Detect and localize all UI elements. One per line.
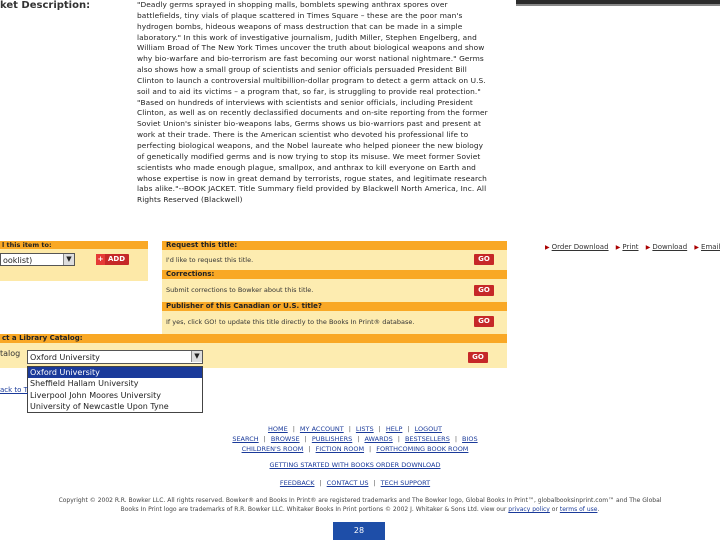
add-to-list-panel — [0, 241, 148, 281]
logout-link[interactable]: LOGOUT — [414, 425, 442, 433]
tech-support-link[interactable]: TECH SUPPORT — [380, 479, 431, 487]
catalog-label: talog — [0, 349, 21, 358]
list-select[interactable] — [0, 253, 75, 266]
plus-icon: + — [97, 255, 104, 263]
catalog-select-value: Oxford University — [30, 353, 100, 362]
page-number-badge: 28 — [333, 522, 385, 540]
catalog-select[interactable] — [27, 350, 203, 364]
awards-link[interactable]: AWARDS — [364, 435, 393, 443]
description-label: ket Description: — [0, 0, 91, 11]
bios-link[interactable]: BIOS — [462, 435, 478, 443]
fiction-room-link[interactable]: FICTION ROOM — [315, 445, 365, 453]
terms-of-use-link[interactable]: terms of use — [559, 506, 598, 513]
footer-row-3: CHILDREN'S ROOM | FICTION ROOM | FORTHCOMING BOOK ROOM — [241, 445, 469, 453]
arrow-icon: ▶ — [545, 244, 550, 251]
catalog-option[interactable]: Sheffield Hallam University — [30, 379, 139, 389]
privacy-policy-link[interactable]: privacy policy — [508, 506, 550, 513]
request-row — [162, 250, 507, 270]
catalog-go-button[interactable]: GO — [468, 352, 488, 363]
forthcoming-book-room-link[interactable]: FORTHCOMING BOOK ROOM — [376, 445, 469, 453]
home-link[interactable]: HOME — [267, 425, 288, 433]
add-button[interactable] — [96, 254, 129, 265]
corrections-row — [162, 279, 507, 302]
childrens-room-link[interactable]: CHILDREN'S ROOM — [241, 445, 304, 453]
publisher-row — [162, 311, 507, 333]
catalog-option[interactable]: University of Newcastle Upon Tyne — [30, 401, 169, 411]
list-select-value: ooklist) — [3, 256, 33, 265]
add-to-list-header: l this item to: — [0, 241, 148, 249]
request-panel — [162, 241, 507, 334]
my-account-link[interactable]: MY ACCOUNT — [299, 425, 344, 433]
email-link[interactable]: Email — [701, 243, 720, 251]
arrow-icon: ▶ — [645, 244, 651, 251]
chevron-down-icon: ▼ — [63, 254, 74, 265]
getting-started-link[interactable]: GETTING STARTED WITH BOOKS ORDER DOWNLOAD — [269, 461, 441, 469]
lists-link[interactable]: LISTS — [355, 425, 374, 433]
footer-row-1: HOME | MY ACCOUNT | LISTS | HELP | LOGOUT — [267, 425, 442, 433]
print-link[interactable]: Print — [622, 243, 639, 251]
action-links — [545, 243, 720, 251]
add-button-label: ADD — [108, 255, 126, 263]
corrections-go-button[interactable]: GO — [474, 285, 494, 296]
chevron-down-icon: ▼ — [191, 351, 202, 362]
download-link[interactable]: Download — [652, 243, 688, 251]
top-edge-bar-shadow — [516, 4, 720, 6]
catalog-dropdown-list — [27, 366, 203, 413]
request-go-button[interactable]: GO — [474, 254, 494, 265]
feedback-link[interactable]: FEEDBACK — [279, 479, 315, 487]
browse-link[interactable]: BROWSE — [270, 435, 300, 443]
library-catalog-panel — [0, 334, 507, 368]
corrections-text: Submit corrections to Bowker about this title. — [166, 286, 314, 294]
copyright-line-2: Books In Print logo are trademarks of R.R. Bowker LLC. Whitaker Books In Print portions © 2002 J. Whitaker & Sons Ltd. view our privacy policy or terms of use. — [120, 506, 600, 513]
publishers-link[interactable]: PUBLISHERS — [311, 435, 353, 443]
copyright — [0, 496, 720, 514]
library-catalog-header: ct a Library Catalog: — [0, 334, 507, 343]
publisher-text: If yes, click GO! to update this title directly to the Books In Print® database. — [166, 318, 415, 326]
back-link[interactable]: ack to T — [0, 386, 28, 394]
arrow-icon: ▶ — [694, 244, 700, 251]
request-text: I'd like to request this title. — [166, 256, 254, 264]
catalog-option[interactable]: Liverpool John Moores University — [30, 390, 161, 400]
description-text: "Deadly germs sprayed in shopping malls, bomblets spewing anthrax spores over battlefields, tiny vials of plaque scattered in Times Square – these are the poor man's hydrogen bombs, hideous weapons of mass destruction that can be made in a simple laboratory." In this work of investigative journalism, Judith Miller, Stephen Engelberg, and William Broad of The New York Times uncover the truth about biological weapons and show why bio-warfare and bio-terrorism are fast becoming our worst national nightmare." Germs also shows how a small group of scientists and senior officials persuaded President Bill Clinton to launch a controversial multibillion-dollar program to detect a germ attack on U.S. soil and to aid its victims – a program that, so far, is struggling to provide real protection." "Based on hundreds of interviews with scientists and senior officials, including President Clinton, as well as on recently declassified documents and on-site reporting from the former Soviet Union's sinister bio-weapons labs, Germs shows us bio-warriors past and present at work at their trade. There is the American scientist who devoted his professional life to perfecting biological weapons, and the Nobel laureate who helped pioneer the new biology of genetically modified germs and is now trying to stop its misuse. We meet former Soviet scientists who made enough plague, smallpox, and anthrax to kill everyone on Earth and whose expertise is now in great demand by terrorists, rogue states, and legitimate research labs alike."--BOOK JACKET. Title Summary field provided by Blackwell North America, Inc. All Rights Reserved (Blackwell) — [137, 0, 488, 205]
contact-us-link[interactable]: CONTACT US — [326, 479, 369, 487]
footer-row-4 — [196, 461, 514, 469]
catalog-option[interactable]: Oxford University — [28, 367, 202, 378]
corrections-header: Corrections: — [162, 270, 507, 279]
arrow-icon: ▶ — [615, 244, 621, 251]
copyright-line-1: Copyright © 2002 R.R. Bowker LLC. All rights reserved. Bowker® and Books In Print® are registered trademarks and The Bowker logo, Global Books In Print™, globalbooksinprint.com™ and The Global — [58, 497, 662, 504]
publisher-go-button[interactable]: GO — [474, 316, 494, 327]
footer-row-5: FEEDBACK | CONTACT US | TECH SUPPORT — [279, 479, 431, 487]
bestsellers-link[interactable]: BESTSELLERS — [404, 435, 450, 443]
request-header: Request this title: — [162, 241, 507, 250]
publisher-header: Publisher of this Canadian or U.S. title? — [162, 302, 507, 311]
order-download-link[interactable]: Order Download — [551, 243, 609, 251]
footer-row-2: SEARCH | BROWSE | PUBLISHERS | AWARDS | BESTSELLERS | BIOS — [232, 435, 478, 443]
help-link[interactable]: HELP — [385, 425, 403, 433]
search-link[interactable]: SEARCH — [232, 435, 259, 443]
